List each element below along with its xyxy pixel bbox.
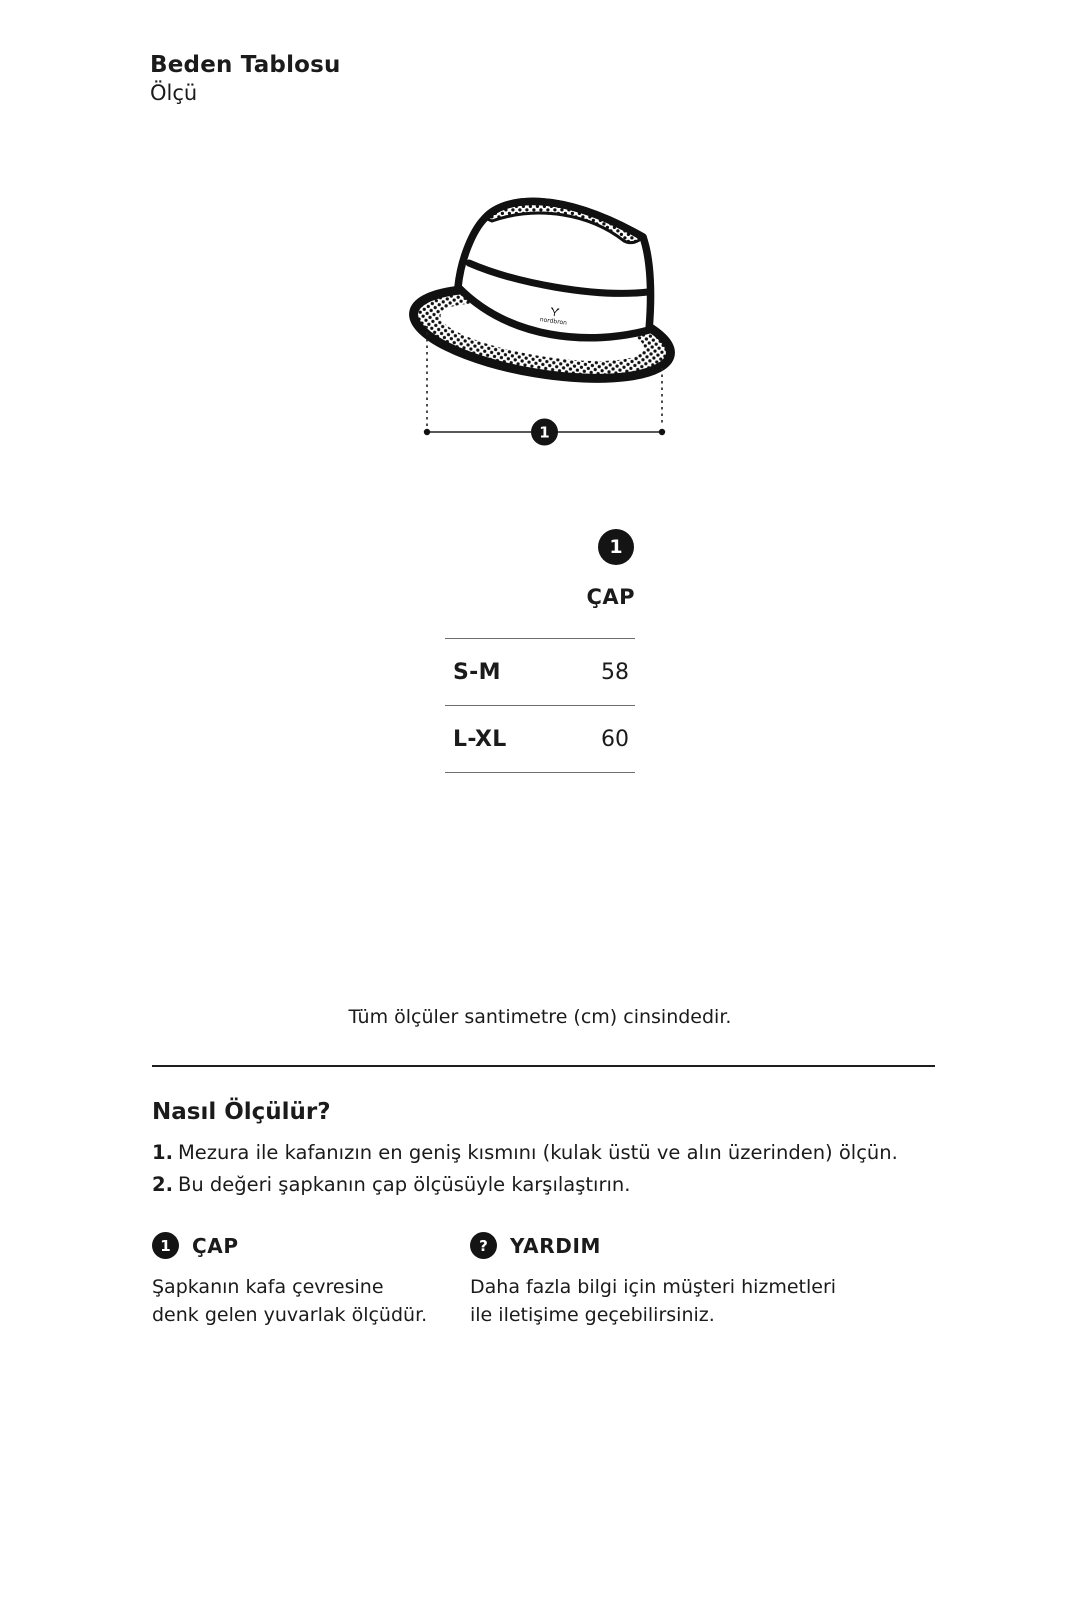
glossary-head	[152, 1232, 470, 1259]
description-line: Şapkanın kafa çevresine	[152, 1276, 384, 1298]
glossary-description	[470, 1274, 942, 1329]
size-table	[445, 529, 635, 773]
size-cell: S-M	[453, 659, 501, 685]
hat-diagram	[385, 180, 695, 450]
description-line: ile iletişime geçebilirsiniz.	[470, 1303, 715, 1326]
table-badge-row	[445, 529, 635, 565]
description-line: denk gelen yuvarlak ölçüdür.	[152, 1303, 428, 1326]
circled-1-icon: 1	[152, 1232, 179, 1259]
page-title: Beden Tablosu	[150, 52, 341, 78]
table-row	[445, 638, 635, 705]
question-mark-icon: ?	[470, 1232, 497, 1259]
hat-illustration	[407, 201, 677, 394]
step-text: Mezura ile kafanızın en geniş kısmını (kulak üstü ve alın üzerinden) ölçün.	[177, 1141, 898, 1164]
size-cell: L-XL	[453, 726, 507, 752]
description-line: Daha fazla bilgi için müşteri hizmetleri	[470, 1276, 837, 1298]
glossary-head	[470, 1232, 942, 1259]
units-note: Tüm ölçüler santimetre (cm) cinsindedir.	[348, 1006, 732, 1028]
how-to-section	[152, 1099, 962, 1197]
circled-1-badge: 1	[598, 529, 634, 565]
step-text: Bu değeri şapkanın çap ölçüsüyle karşılaştırın.	[177, 1173, 631, 1196]
dimension-endpoint-left	[424, 429, 430, 435]
glossary-label: YARDIM	[510, 1233, 601, 1258]
step-number: 2.	[152, 1173, 173, 1196]
glossary-label: ÇAP	[192, 1233, 239, 1258]
glossary-description	[152, 1274, 470, 1329]
measurement-marker-badge	[531, 419, 558, 446]
how-to-step	[152, 1140, 962, 1165]
value-cell: 60	[601, 726, 629, 752]
glossary	[152, 1232, 942, 1329]
header	[150, 52, 341, 105]
step-number: 1.	[152, 1141, 173, 1164]
section-divider	[152, 1065, 935, 1067]
how-to-heading: Nasıl Ölçülür?	[152, 1099, 331, 1125]
dimension-endpoint-right	[659, 429, 665, 435]
how-to-step	[152, 1172, 962, 1197]
column-header-cap: ÇAP	[586, 585, 635, 609]
glossary-item-cap	[152, 1232, 470, 1329]
brand-logo-text: nordbron	[539, 316, 568, 327]
value-cell: 58	[601, 659, 629, 685]
table-rows	[445, 638, 635, 773]
measurement-marker-number: 1	[539, 423, 550, 442]
page-subtitle: Ölçü	[150, 81, 198, 105]
table-row	[445, 705, 635, 773]
glossary-item-help	[470, 1232, 942, 1329]
